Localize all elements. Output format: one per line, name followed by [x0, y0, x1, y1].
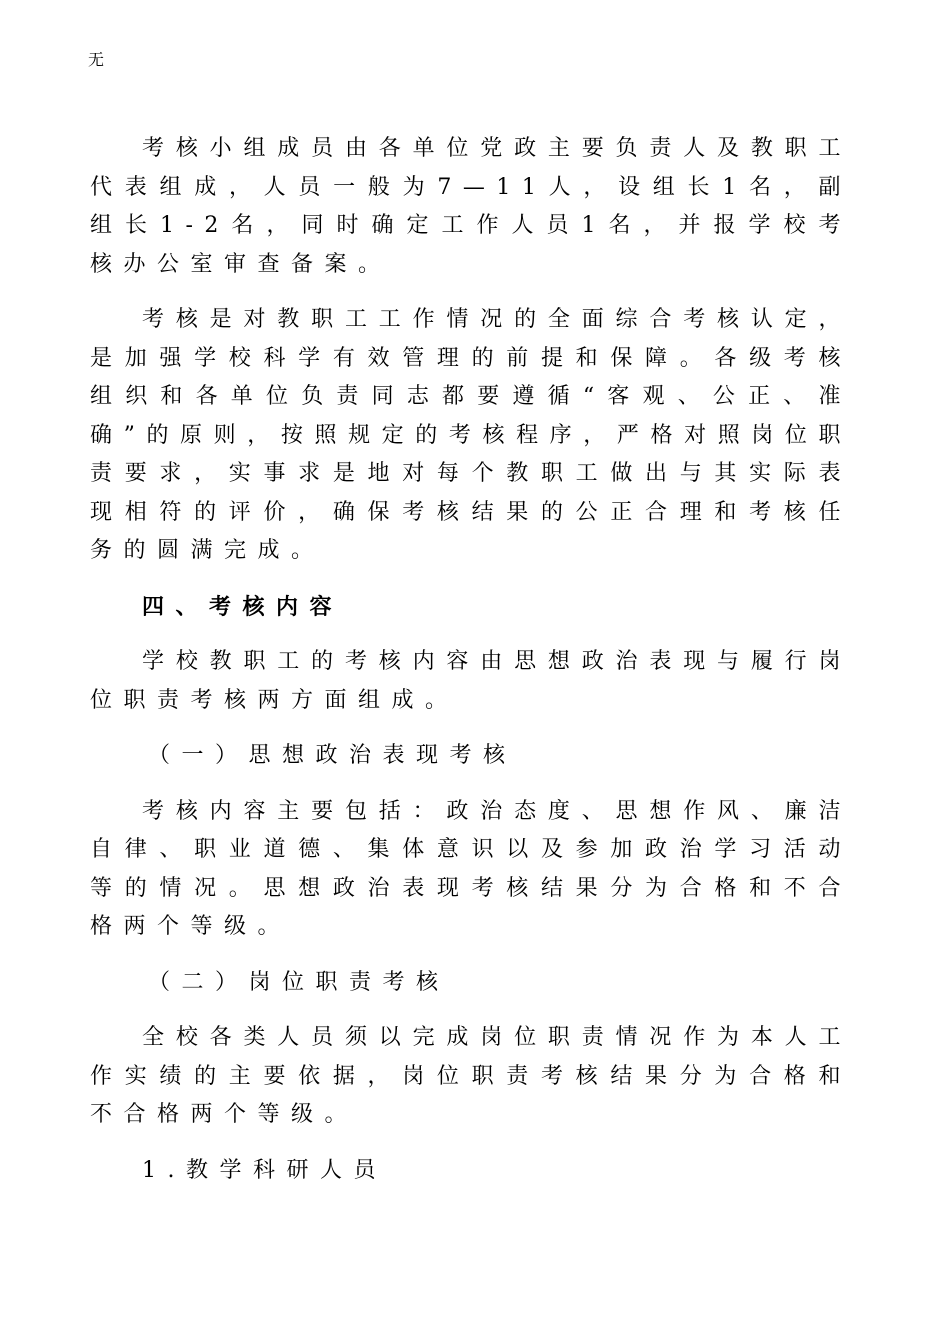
list-item-teaching-research-staff: 1.教学科研人员 — [142, 1157, 387, 1183]
subsection-heading-political: （一）思想政治表现考核 — [148, 743, 517, 768]
section-heading-assessment-content: 四、考核内容 — [142, 593, 344, 620]
paragraph-assessment-content: 学校教职工的考核内容由思想政治表现与履行岗位职责考核两方面组成。 — [90, 649, 852, 713]
page-header-mark: 无 — [88, 50, 105, 69]
paragraph-political-assessment: 考核内容主要包括：政治态度、思想作风、廉洁自律、职业道德、集体意识以及参加政治学习活动等的情况。思想政治表现考核结果分为合格和不合格两个等级。 — [90, 798, 852, 939]
paragraph-assessment-principles: 考核是对教职工工作情况的全面综合考核认定，是加强学校科学有效管理的前提和保障。各级考核组织和各单位负责同志都要遵循“客观、公正、准确”的原则，按照规定的考核程序，严格对照岗位职责要求，实事求是地对每个教职工做出与其实际表现相符的评价，确保考核结果的公正合理和考核任务的圆满完成。 — [90, 307, 852, 563]
subsection-heading-post-duty: （二）岗位职责考核 — [148, 969, 450, 995]
document-body — [90, 130, 852, 1207]
paragraph-assessment-group: 考核小组成员由各单位党政主要负责人及教职工代表组成，人员一般为7—11人，设组长1名，副组长1-2名，同时确定工作人员1名，并报学校考核办公室审查备案。 — [90, 136, 852, 277]
paragraph-post-duty-assessment: 全校各类人员须以完成岗位职责情况作为本人工作实绩的主要依据，岗位职责考核结果分为合格和不合格两个等级。 — [90, 1025, 852, 1127]
